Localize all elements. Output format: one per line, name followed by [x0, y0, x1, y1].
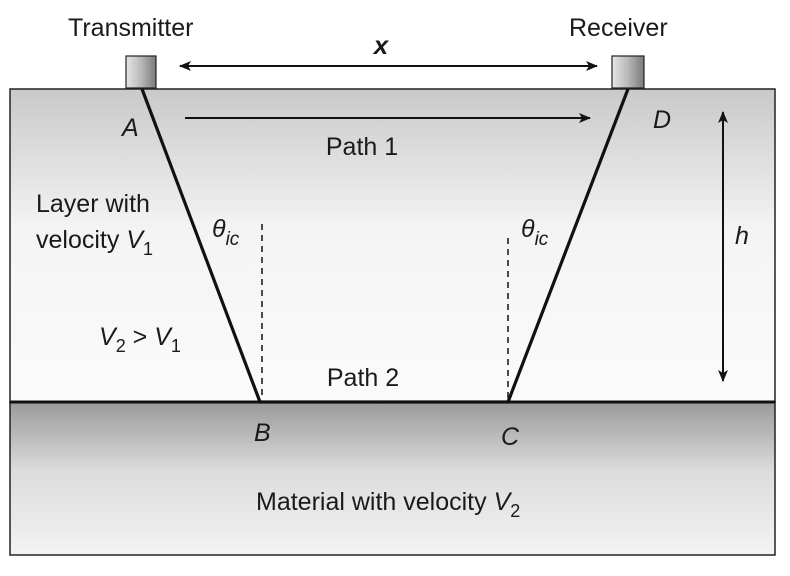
distance-label: x	[373, 30, 389, 60]
material-sub: 2	[510, 501, 521, 521]
v2-sub: 2	[115, 336, 126, 356]
transmitter-label: Transmitter	[68, 14, 194, 42]
path1-label: Path 1	[325, 133, 399, 161]
layer-label-line1: Layer with	[36, 190, 150, 218]
layer-velocity-text: velocity	[36, 226, 127, 254]
layer-velocity-var: V	[126, 226, 143, 254]
v1-var: V	[154, 323, 171, 351]
path2-label: Path 2	[326, 364, 400, 392]
theta-subscript: ic	[225, 229, 240, 250]
greater-than-op: >	[125, 323, 155, 351]
layer-velocity-sub: 1	[143, 239, 154, 259]
theta-symbol: θ	[521, 215, 535, 243]
material-var: V	[493, 488, 511, 516]
v1-sub: 1	[170, 336, 181, 356]
lower-layer	[10, 402, 775, 555]
transmitter-device	[126, 56, 156, 88]
receiver-label: Receiver	[569, 14, 668, 42]
theta-subscript: ic	[534, 229, 549, 250]
material-text: Material with velocity	[256, 488, 494, 516]
receiver-device	[612, 56, 644, 88]
point-d-label: D	[653, 106, 672, 134]
thickness-label: h	[735, 222, 749, 250]
point-c-label: C	[501, 423, 520, 451]
v2-var: V	[99, 323, 116, 351]
theta-symbol: θ	[212, 215, 226, 243]
point-b-label: B	[254, 419, 271, 447]
point-a-label: A	[122, 114, 139, 142]
